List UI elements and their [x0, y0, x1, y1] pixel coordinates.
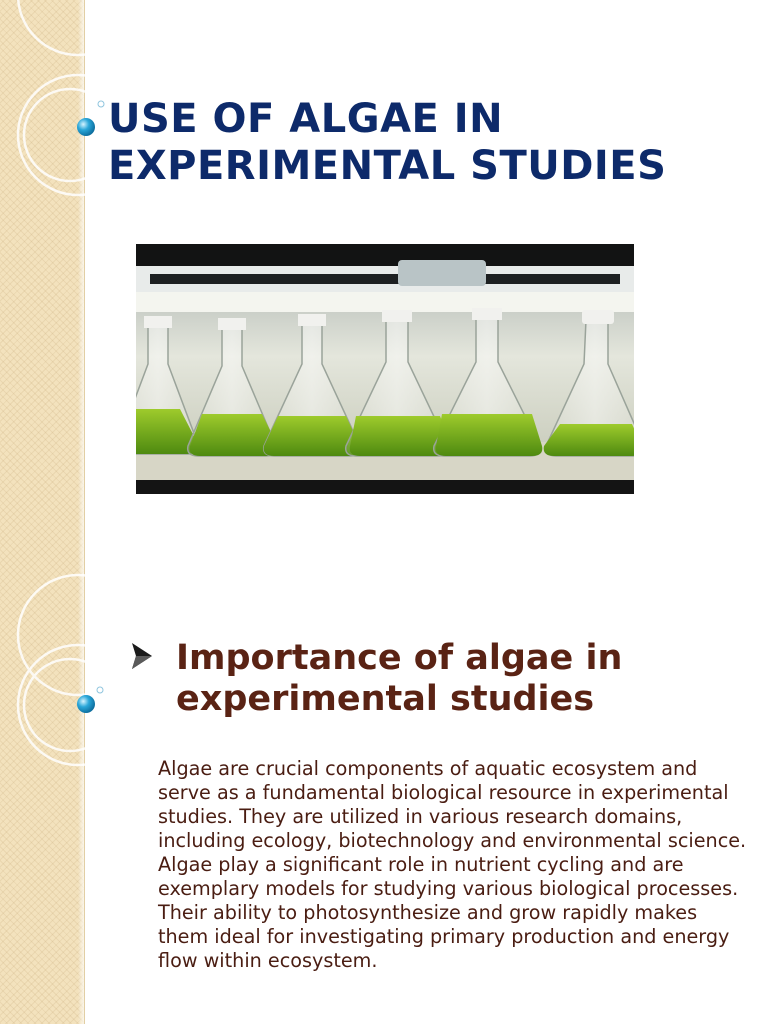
swirl-ornament: [0, 0, 120, 1024]
algae-flasks-photo: [136, 244, 634, 494]
decorative-sidebar: [0, 0, 85, 1024]
accent-dot-top: [77, 118, 95, 136]
bullet-heading: Importance of algae in experimental studies: [176, 638, 623, 719]
slide-title: USE OF ALGAE IN EXPERIMENTAL STUDIES: [108, 96, 667, 189]
accent-dot-bottom: [77, 695, 95, 713]
body-paragraph: Algae are crucial components of aquatic ecosystem and serve as a fundamental biological resource in experimental studies. They are utilized in various research domains, including ecology, biotechnology and environmental science. Algae play a significant role in nutrient cycling and are exemplary models for studying various biological processes. Their ability to photosynthesize and grow rapidly makes them ideal for investigating primary production and energy flow within ecosystem.: [158, 757, 747, 972]
arrow-bullet-icon: [130, 640, 156, 672]
